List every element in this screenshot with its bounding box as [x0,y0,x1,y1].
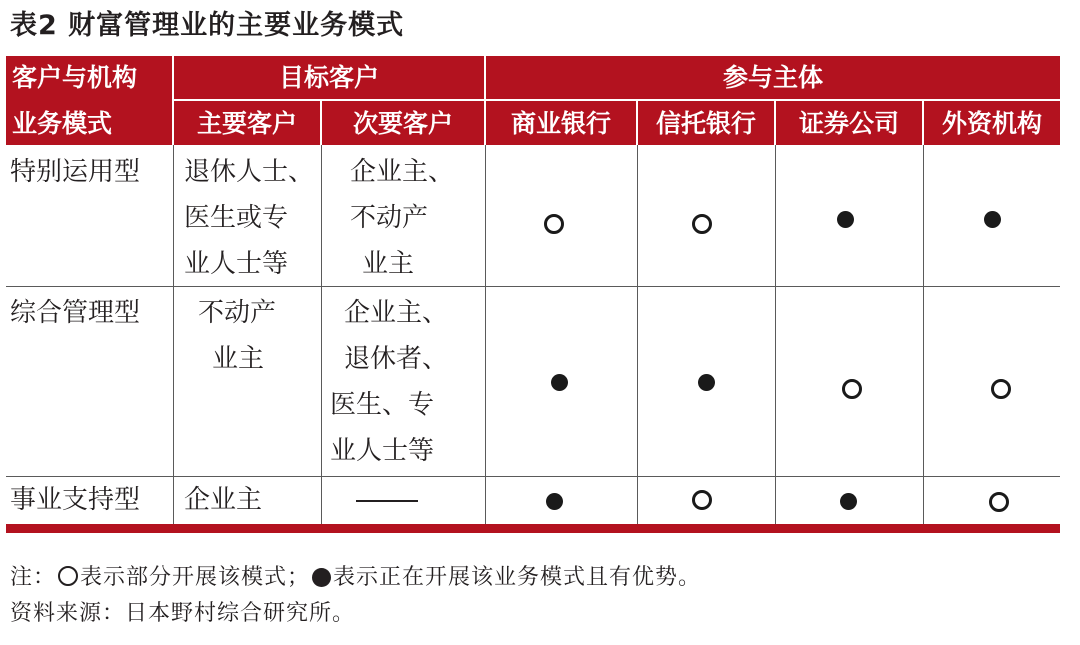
row2-commercial-bank-filled-circle [551,374,568,391]
row3-mode: 事业支持型 [10,485,141,515]
row3-foreign-open-circle [989,492,1009,512]
table-title: 表2 财富管理业的主要业务模式 [10,10,405,41]
source-note: 资料来源：日本野村综合研究所。 [10,601,356,626]
row1-secondary-clients: 企业主、 不动产 业主 [350,157,455,279]
open-circle-icon [58,566,78,586]
grid-line [775,145,776,524]
row1-commercial-bank-open-circle [544,214,564,234]
grid-line [6,476,1060,477]
header-securities-company: 证券公司 [798,109,899,138]
grid-line [173,145,174,524]
row1-securities-filled-circle [837,211,854,228]
header-foreign-institution: 外资机构 [941,109,1042,138]
header-trust-bank: 信托银行 [655,109,756,138]
row3-secondary-dash [356,500,418,502]
filled-circle-icon [312,568,331,587]
table-bottom-bar [6,524,1060,533]
grid-line [485,145,486,524]
row1-mode: 特别运用型 [10,157,141,187]
header-divider [172,99,1060,101]
header-col1-line2: 业务模式 [12,109,113,138]
row2-securities-open-circle [842,379,862,399]
grid-line [321,145,322,524]
row2-mode: 综合管理型 [10,298,141,328]
row3-securities-filled-circle [840,493,857,510]
legend-note: 注： 表示部分开展该模式； 表示正在开展该业务模式且有优势。 [10,565,702,590]
header-col1-line1: 客户与机构 [12,63,138,92]
row1-primary-clients: 退休人士、 医生或专 业人士等 [184,157,315,279]
row2-trust-bank-filled-circle [698,374,715,391]
row2-primary-clients: 不动产 业主 [198,298,277,374]
grid-line [637,145,638,524]
row1-foreign-filled-circle [984,211,1001,228]
header-commercial-bank: 商业银行 [510,109,611,138]
header-secondary-clients: 次要客户 [352,109,453,138]
row3-commercial-bank-filled-circle [546,493,563,510]
row1-trust-bank-open-circle [692,214,712,234]
header-participants: 参与主体 [722,63,823,92]
row2-secondary-clients: 企业主、 退休者、 医生、专 业人士等 [330,298,449,466]
row2-foreign-open-circle [991,379,1011,399]
row3-trust-bank-open-circle [692,490,712,510]
row3-primary-clients: 企业主 [184,485,263,515]
header-target-clients: 目标客户 [278,63,379,92]
business-mode-table [6,56,1060,536]
header-primary-clients: 主要客户 [196,109,297,138]
grid-line [6,286,1060,287]
grid-line [923,145,924,524]
